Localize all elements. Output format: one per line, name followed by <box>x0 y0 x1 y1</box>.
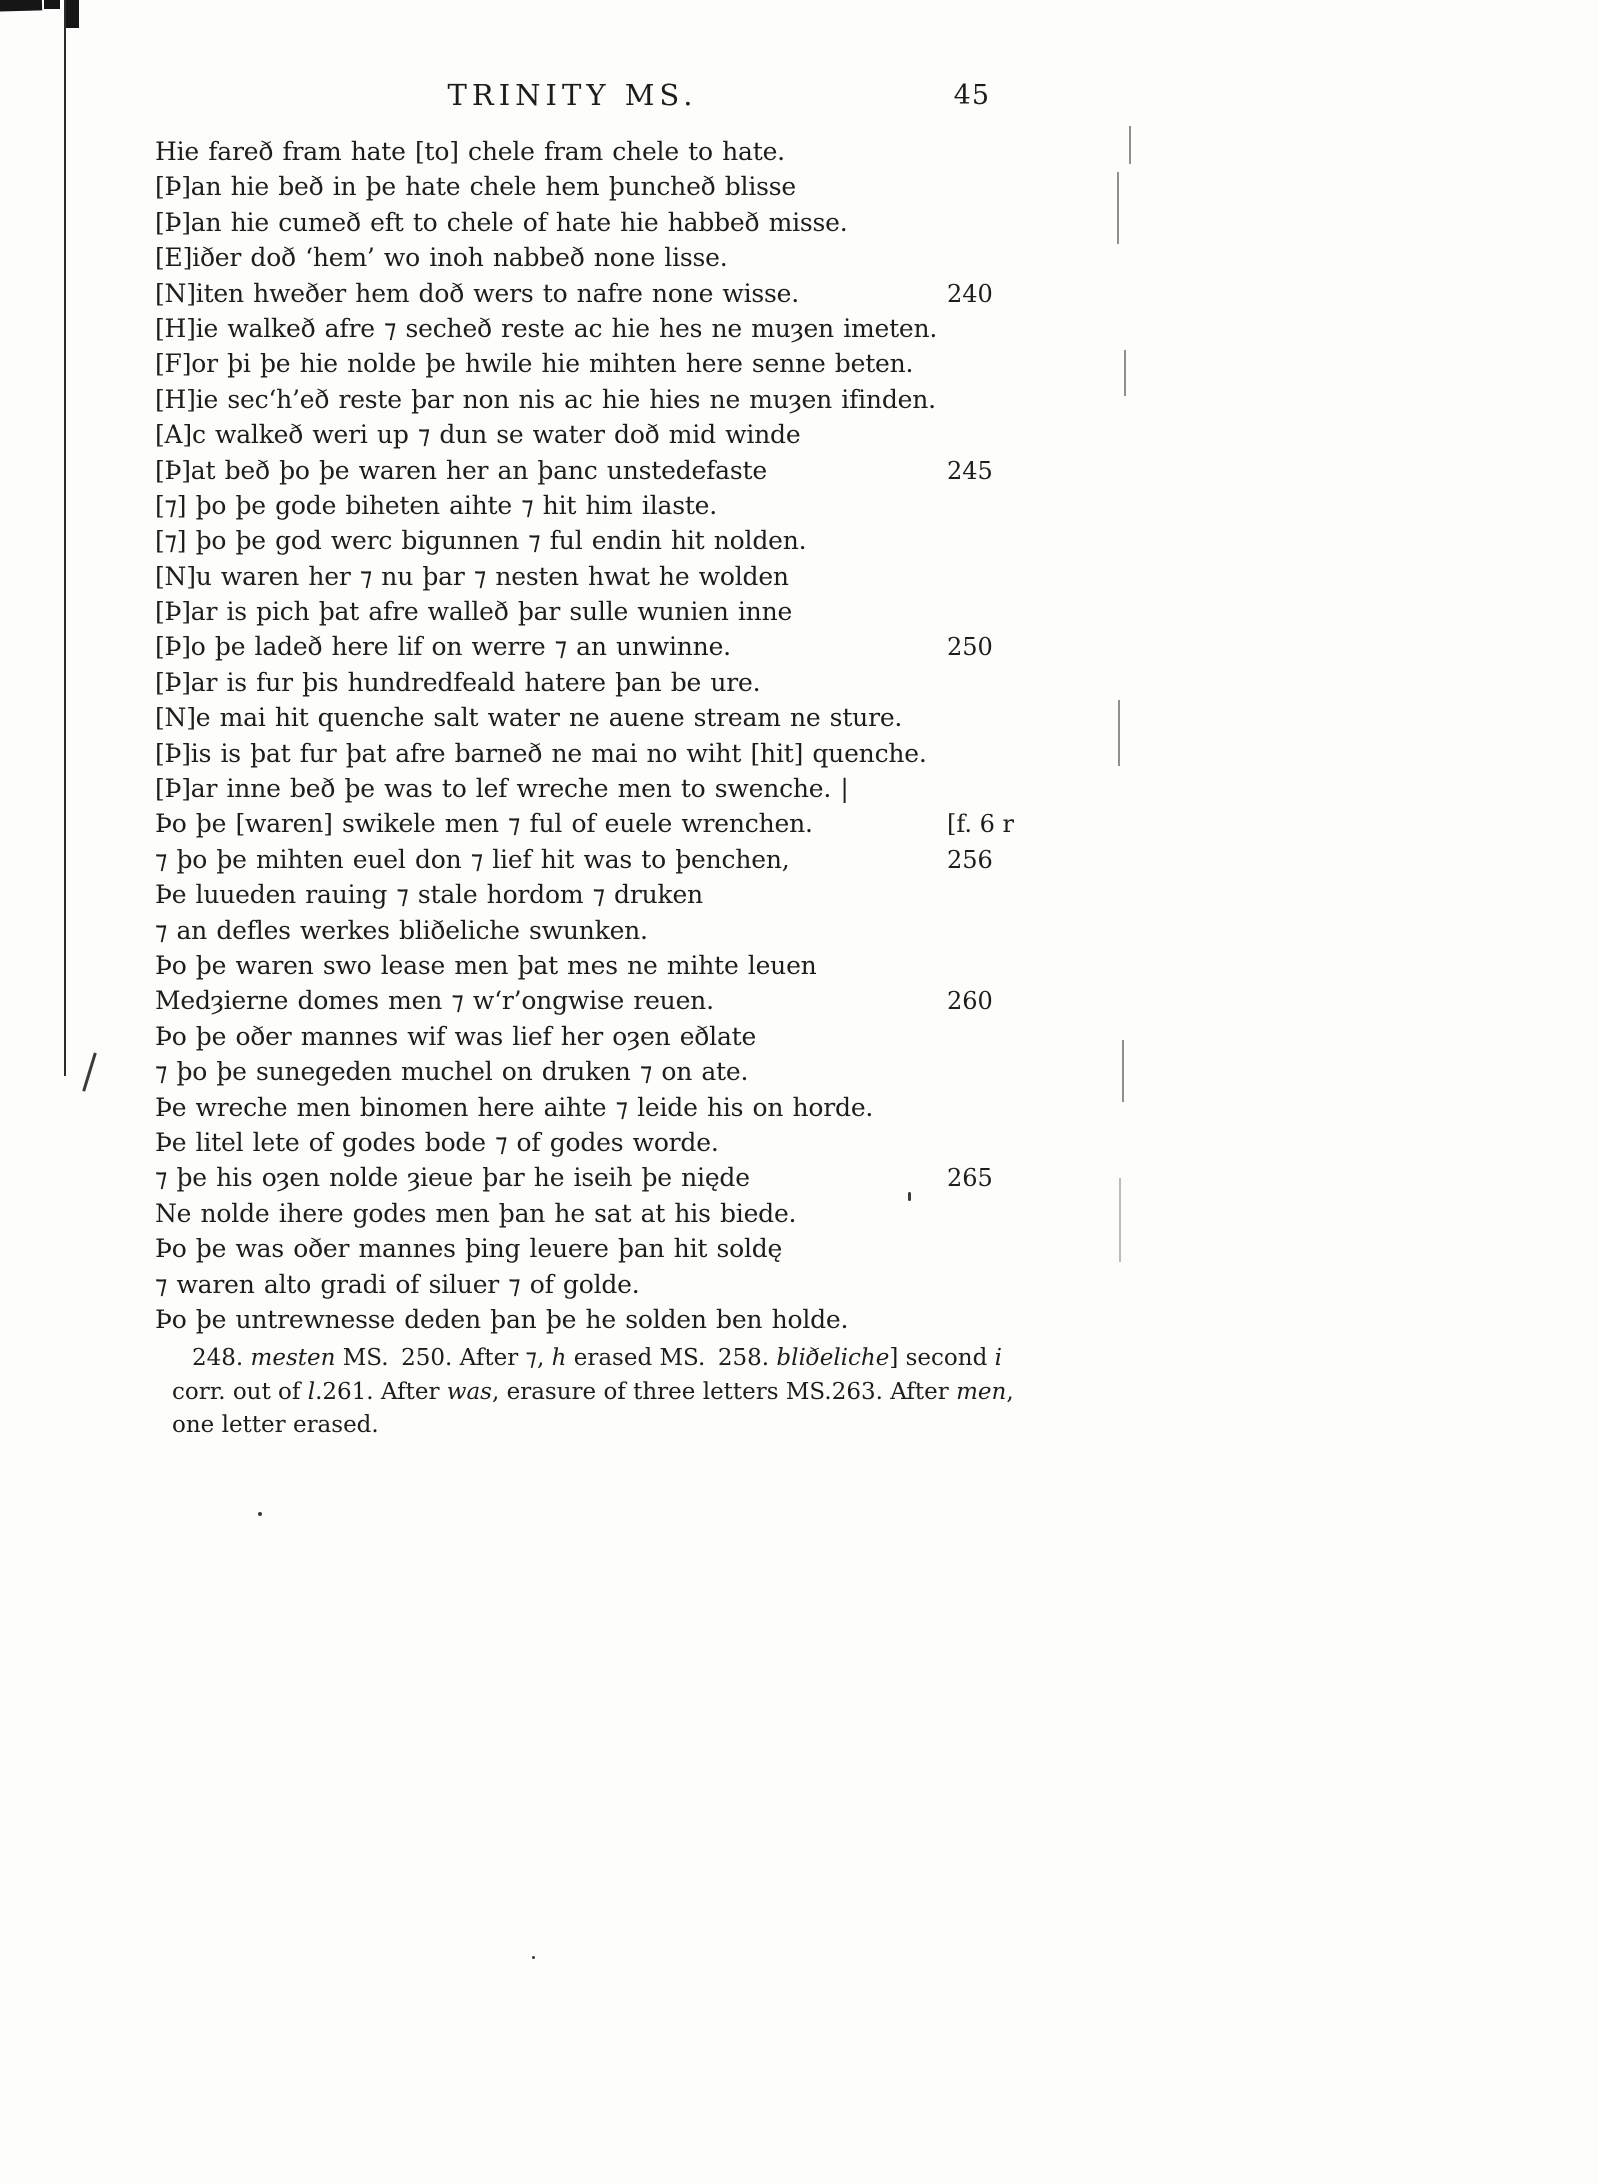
scan-speck <box>258 1512 262 1516</box>
scan-stray-mark <box>82 1053 96 1092</box>
footnote-entry: 263. After men, <box>831 1378 1014 1405</box>
margin-note: 240 <box>947 279 993 308</box>
margin-note: 256 <box>947 845 993 874</box>
verse-text: Þo þe waren swo lease men þat mes ne mihte leuen <box>155 950 817 980</box>
footnote-entry: corr. out of l. <box>172 1378 323 1405</box>
verse-line <box>155 243 1055 278</box>
scan-binding-bar <box>66 0 79 28</box>
verse-text: [Þ]o þe ladeð here lif on werre ⁊ an unwinne. <box>155 632 731 662</box>
verse-line <box>155 1305 1055 1340</box>
verse-line <box>155 1163 1055 1198</box>
margin-note: 265 <box>947 1164 993 1193</box>
verse-text: Þe litel lete of godes bode ⁊ of godes worde. <box>155 1127 719 1157</box>
verse-line <box>155 1128 1055 1163</box>
verse-line <box>155 491 1055 526</box>
verse-text: [N]e mai hit quenche salt water ne auene stream ne sture. <box>155 703 903 733</box>
verse-text: [Þ]is is þat fur þat afre barneð ne mai no wiht [hit] quenche. <box>155 738 927 768</box>
verse-line <box>155 668 1055 703</box>
verse-text: Medȝierne domes men ⁊ w‘r’ongwise reuen. <box>155 986 714 1016</box>
verse-line <box>155 314 1055 349</box>
page-number: 45 <box>953 80 990 111</box>
verse-text: [N]u waren her ⁊ nu þar ⁊ nesten hwat he wolden <box>155 561 789 591</box>
verse-text: [Þ]an hie beð in þe hate chele hem þuncheð blisse <box>155 172 797 202</box>
verse-text: [A]c walkeð weri up ⁊ dun se water doð mid winde <box>155 420 801 450</box>
verse-text: [Þ]ar is fur þis hundredfeald hatere þan be ure. <box>155 667 761 697</box>
verse-line <box>155 951 1055 986</box>
verse-line <box>155 137 1055 172</box>
scan-smudge-top-left <box>0 0 42 12</box>
verse-text: [N]iten hweðer hem doð wers to nafre none wisse. <box>155 278 800 308</box>
verse-text: Þe luueden rauing ⁊ stale hordom ⁊ druken <box>155 880 703 910</box>
verse-text: [⁊] þo þe gode biheten aihte ⁊ hit him ilaste. <box>155 490 718 520</box>
verse-text: Þe wreche men binomen here aihte ⁊ leide his on horde. <box>155 1092 874 1122</box>
verse-line <box>155 1057 1055 1092</box>
verse-text: [E]iðer doð ‘hem’ wo inoh nabbeð none lisse. <box>155 243 728 273</box>
verse-text: [Þ]at beð þo þe waren her an þanc unstedefaste <box>155 455 767 485</box>
verse-line <box>155 456 1055 491</box>
verse-line <box>155 279 1055 314</box>
verse-text: Þo þe was oðer mannes þing leuere þan hit soldę <box>155 1234 783 1264</box>
verse-line <box>155 774 1055 809</box>
verse-text: ⁊ þe his oȝen nolde ȝieue þar he iseih þe nięde <box>155 1163 750 1193</box>
verse-line <box>155 703 1055 738</box>
scan-edge-mark <box>1129 126 1131 164</box>
footnote-line <box>172 1376 1014 1410</box>
verse-text: Þo þe oðer mannes wif was lief her oȝen eðlate <box>155 1021 757 1051</box>
verse-line <box>155 809 1055 844</box>
scan-edge-mark <box>1122 1040 1124 1102</box>
verse-line <box>155 845 1055 880</box>
page-header <box>155 78 990 112</box>
verse-line <box>155 526 1055 561</box>
scan-smudge-top-left-2 <box>44 0 60 9</box>
verse-text: [H]ie sec‘h’eð reste þar non nis ac hie hies ne muȝen ifinden. <box>155 384 936 414</box>
verse-line <box>155 1093 1055 1128</box>
verse-text: ⁊ þo þe sunegeden muchel on druken ⁊ on ate. <box>155 1057 749 1087</box>
scan-edge-mark <box>1118 700 1120 766</box>
footnote-entry: 250. After ⁊, h erased MS. <box>401 1345 706 1371</box>
verse-text: [F]or þi þe hie nolde þe hwile hie mihten here senne beten. <box>155 349 914 379</box>
verse-line <box>155 1270 1055 1305</box>
verse-text: [Þ]ar inne beð þe was to lef wreche men to swenche. | <box>155 774 849 804</box>
verse-line <box>155 597 1055 632</box>
page-title: TRINITY MS. <box>447 78 698 112</box>
footnote-entry: 258. bliðeliche] second i <box>717 1345 1002 1371</box>
verse-line <box>155 916 1055 951</box>
margin-note: 245 <box>947 456 993 485</box>
verse-text: Þo þe [waren] swikele men ⁊ ful of euele wrenchen. <box>155 809 813 839</box>
scan-edge-mark <box>1119 1178 1121 1262</box>
scan-binding-line <box>64 0 66 1076</box>
verse-line <box>155 880 1055 915</box>
verse-text: ⁊ þo þe mihten euel don ⁊ lief hit was to þenchen, <box>155 844 790 874</box>
verse-line <box>155 632 1055 667</box>
verse-line <box>155 208 1055 243</box>
footnote-line <box>172 1342 1002 1376</box>
verse-text: ⁊ an defles werkes bliðeliche swunken. <box>155 915 648 945</box>
margin-note: 250 <box>947 633 993 662</box>
margin-note: 260 <box>947 987 993 1016</box>
scan-edge-mark <box>1117 172 1119 244</box>
verse-text: Ne nolde ihere godes men þan he sat at his biede. <box>155 1198 797 1228</box>
verse-line <box>155 562 1055 597</box>
verse-text: [H]ie walkeð afre ⁊ secheð reste ac hie hes ne muȝen imeten. <box>155 313 938 343</box>
footnote-entry: 261. After was, erasure of three letters MS. <box>322 1378 832 1405</box>
verse-line <box>155 385 1055 420</box>
verse-line <box>155 1234 1055 1269</box>
scan-speck <box>908 1192 911 1201</box>
verse-text: [⁊] þo þe god werc bigunnen ⁊ ful endin hit nolden. <box>155 526 807 556</box>
verse-line <box>155 1199 1055 1234</box>
verse-text: [Þ]an hie cumeð eft to chele of hate hie habbeð misse. <box>155 207 848 237</box>
verse-line <box>155 986 1055 1021</box>
scan-edge-mark <box>1124 350 1126 396</box>
verse-line <box>155 420 1055 455</box>
verse-line <box>155 1022 1055 1057</box>
verse-line <box>155 739 1055 774</box>
verse-text: Hie fareð fram hate [to] chele fram chele to hate. <box>155 137 785 166</box>
verse-text: [Þ]ar is pich þat afre walleð þar sulle wunien inne <box>155 597 793 627</box>
verse-text: ⁊ waren alto gradi of siluer ⁊ of golde. <box>155 1269 640 1299</box>
footnote-entry: one letter erased. <box>172 1412 379 1438</box>
verse-line <box>155 349 1055 384</box>
footnote-line <box>172 1409 1002 1443</box>
verse-text: Þo þe untrewnesse deden þan þe he solden ben holde. <box>155 1304 849 1334</box>
verse-line <box>155 172 1055 207</box>
verse-block <box>155 137 1055 1340</box>
scan-speck <box>532 1956 535 1959</box>
footnote-entry: 248. mesten MS. <box>192 1345 389 1371</box>
margin-note: [f. 6 r <box>947 810 1015 839</box>
footnotes-block <box>172 1342 1014 1443</box>
